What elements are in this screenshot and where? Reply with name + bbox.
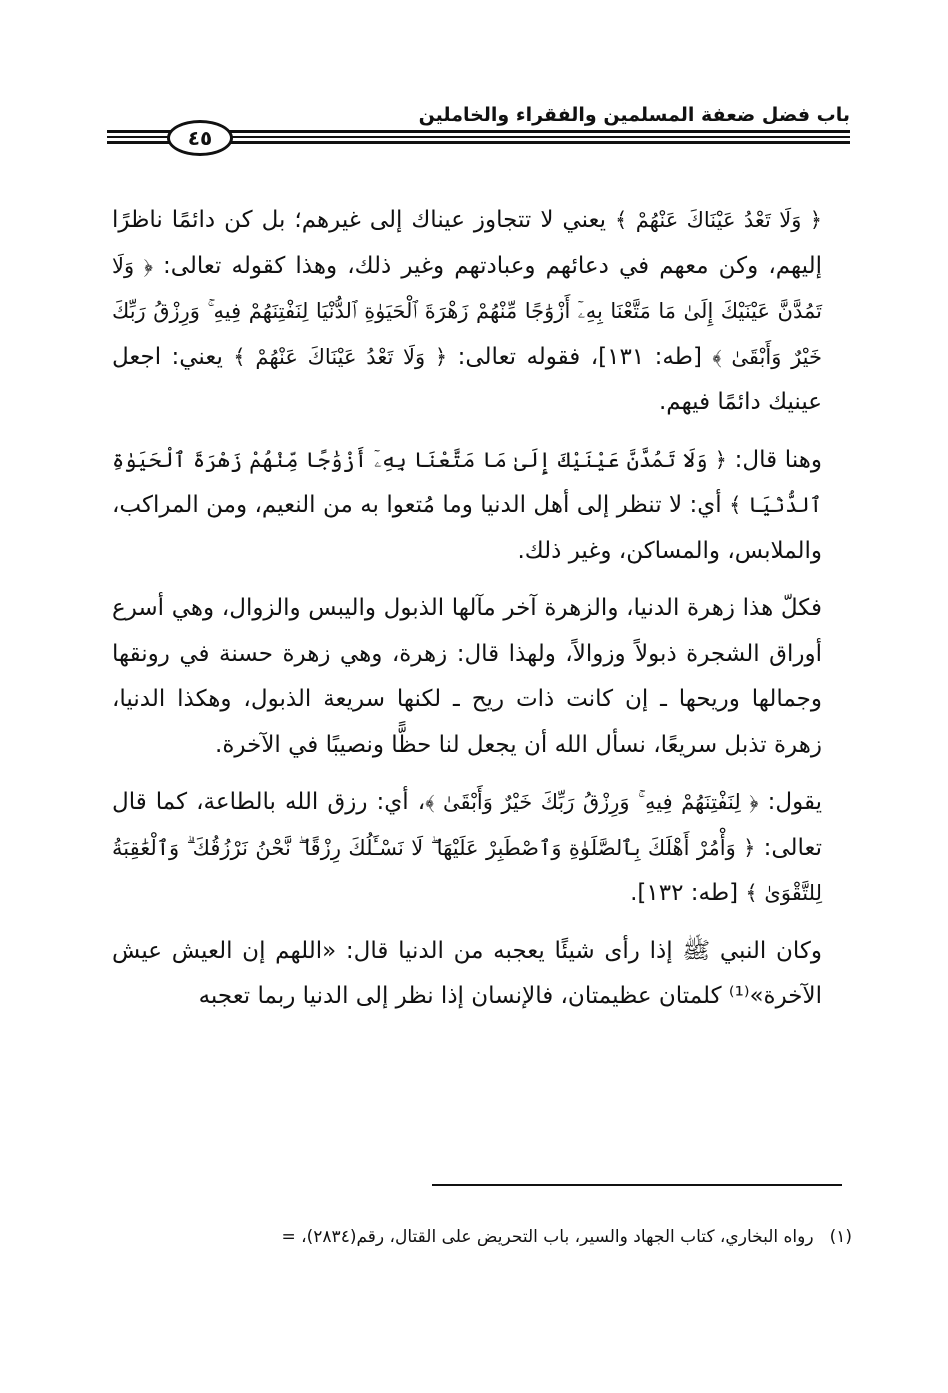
paragraph (112, 198, 852, 426)
quran-verse: ﴿ وَأْمُرْ أَهْلَكَ بِٱلصَّلَوٰةِ وَٱصْطَبِرْ عَلَيْهَا ۖ لَا نَسْـَٔلُكَ رِزْقًا ۖ نَّحْنُ نَرْزُقُكَ ۗ وَٱلْعَٰقِبَةُ لِلتَّقْوَىٰ ﴾ (112, 835, 822, 905)
paragraph (112, 780, 852, 917)
footnote-separator (432, 1184, 842, 1186)
commentary-text: وكان النبي ﷺ إذا رأى شيئًا يعجبه من الدنيا قال: «اللهم إن العيش عيش الآخرة»⁽¹⁾ كلمتان عظيمتان، فالإنسان إذا نظر إلى الدنيا ربما تعجبه (112, 937, 822, 1009)
commentary-text: ، أي: رزق الله بالطاعة، كما قال تعالى: (112, 789, 822, 861)
quran-verse: ﴿ وَلَا تَعْدُ عَيْنَاكَ عَنْهُمْ ﴾ (615, 208, 822, 232)
commentary-text: يقول: (758, 789, 822, 815)
body-text (112, 198, 852, 1032)
footnote (104, 1222, 852, 1252)
paragraph (112, 438, 852, 575)
quran-verse: ﴿ وَلَا تَعْدُ عَيْنَاكَ عَنْهُمْ ﴾ (233, 344, 448, 369)
citation-text: [طه: ١٣١]، فقوله تعالى: (447, 343, 713, 370)
commentary-text: يعني: اجعل عينيك دائمًا فيهم. (112, 343, 822, 415)
commentary-text: وهنا قال: (726, 446, 822, 473)
header-rule (107, 124, 850, 150)
paragraph (112, 929, 852, 1020)
commentary-text: أي: لا تنظر إلى أهل الدنيا وما مُتعوا به من النعيم، ومن المراكب، والملابس، والمساكن، وغير ذلك. (112, 492, 822, 564)
footnote-number: (١) (829, 1227, 852, 1247)
commentary-text: فكلّ هذا زهرة الدنيا، والزهرة آخر مآلها الذبول واليبس والزوال، وهي أسرع أوراق الشجرة ذبولاً وزوالاً، ولهذا قال: زهرة، وهي زهرة حسنة في رونقها وجمالها وريحها ـ إن كانت ذات ريح ـ لكنها سريعة الذبول، وهكذا الدنيا، زهرة تذبل سريعًا، نسأل الله أن يجعل لنا حظًّا ونصيبًا في الآخرة. (112, 595, 822, 758)
page-number: ٤٥ (167, 120, 233, 156)
paragraph (112, 586, 852, 768)
quran-verse: ﴿ وَلَا تَمُدَّنَّ عَيْنَيْكَ إِلَىٰ مَا مَتَّعْنَا بِهِۦٓ أَزْوَٰجًا مِّنْهُمْ زَهْرَةَ ٱلْحَيَوٰةِ ٱلدُّنْيَا ﴾ (112, 447, 822, 517)
citation-text: [طه: ١٣٢]. (630, 880, 746, 906)
quran-verse: ﴿ وَلَا تَمُدَّنَّ عَيْنَيْكَ إِلَىٰ مَا مَتَّعْنَا بِهِۦٓ أَزْوَٰجًا مِّنْهُمْ زَهْرَةَ ٱلْحَيَوٰةِ ٱلدُّنْيَا لِنَفْتِنَهُمْ فِيهِ ۚ وَرِزْقُ رَبِّكَ خَيْرٌ وَأَبْقَىٰ ﴾ (112, 253, 822, 369)
commentary-text: يعني لا تتجاوز عيناك إلى غيرهم؛ بل كن دائمًا ناظرًا إليهم، وكن معهم في دعائهم وعبادتهم وغير ذلك، وهذا كقوله تعالى: (112, 207, 822, 279)
footnote-text: رواه البخاري، كتاب الجهاد والسير، باب التحريض على القتال، رقم(٢٨٣٤)، = (281, 1227, 814, 1247)
running-header-title: باب فضل ضعفة المسلمين والفقراء والخاملين (418, 104, 850, 126)
quran-verse: ﴿ لِنَفْتِنَهُمْ فِيهِ ۚ وَرِزْقُ رَبِّكَ خَيْرٌ وَأَبْقَىٰ ﴾ (425, 790, 759, 814)
